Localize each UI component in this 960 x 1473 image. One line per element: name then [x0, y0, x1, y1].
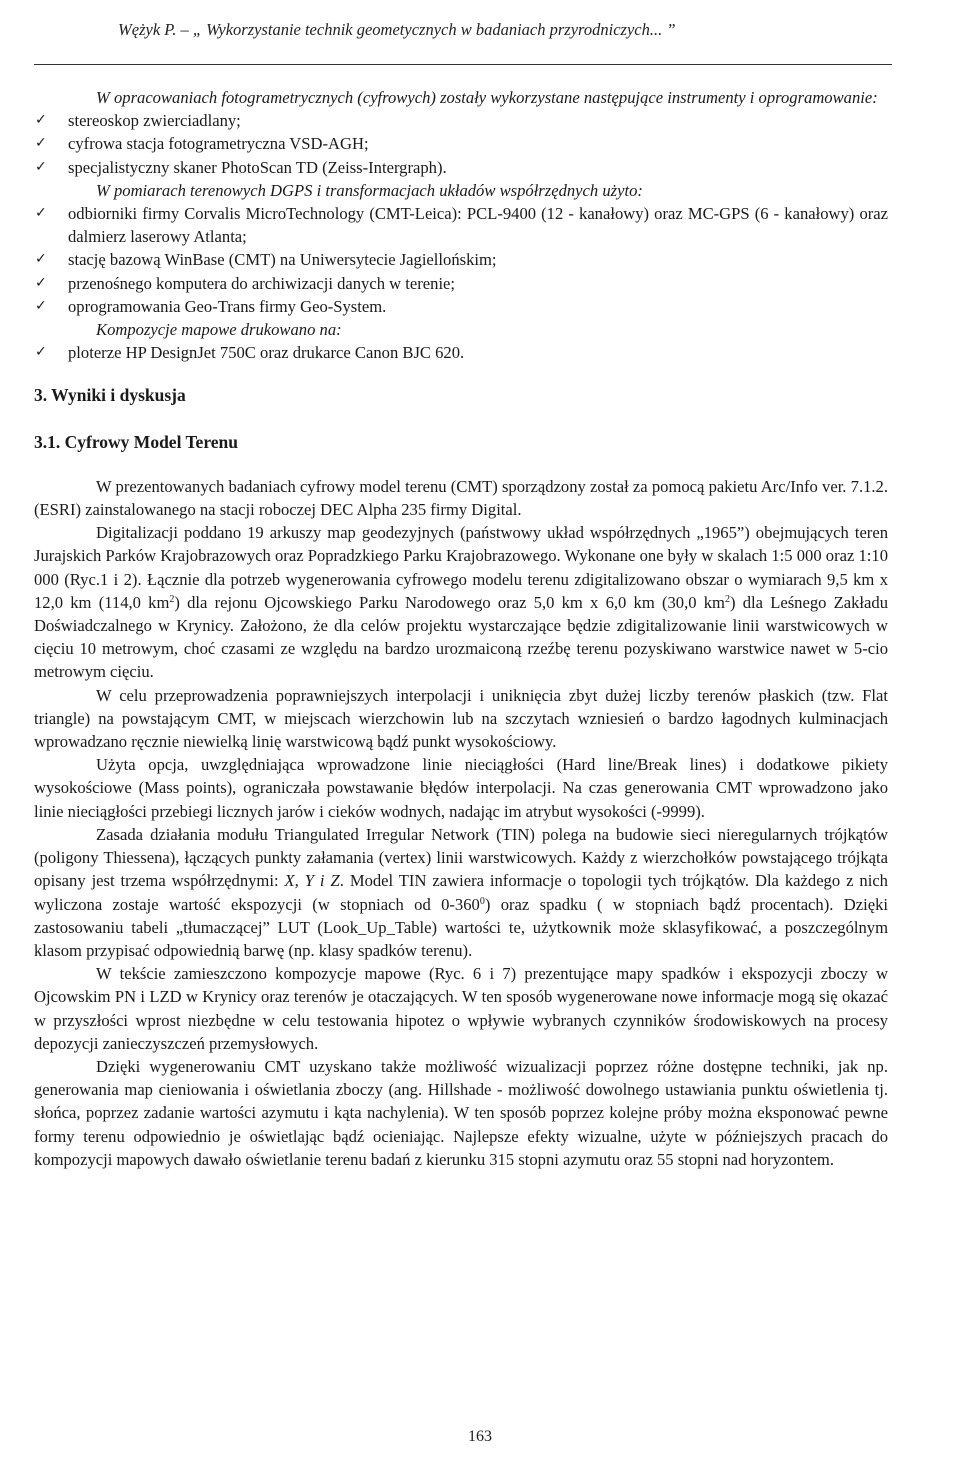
running-header: Wężyk P. – „ Wykorzystanie technik geometycznych w badaniach przyrodniczych... ” [118, 20, 676, 39]
list-item: ✓ ploterze HP DesignJet 750C oraz drukarce Canon BJC 620. [34, 341, 888, 364]
list-item: ✓ specjalistyczny skaner PhotoScan TD (Zeiss-Intergraph). [34, 156, 888, 179]
paragraph: Użyta opcja, uwzględniająca wprowadzone linie nieciągłości (Hard line/Break lines) i dodatkowe pikiety wysokościowe (Mass points), ograniczała powstawanie błędów interpolacji. Na czas generowania CMT wprowadzono jako linie nieciągłości przebiegi licznych jarów i cieków wodnych, nadając im atrybut wysokości (-9999). [34, 755, 888, 821]
paragraph: Zasada działania modułu Triangulated Irregular Network (TIN) polega na budowie sieci nieregularnych trójkątów (poligony Thiessena), łączących punkty załamania (vertex) linii warstwicowych. Każdy z wierzchołków powstającego trójkąta opisany jest trzema współrzędnymi: X, Y i Z. Model TIN zawiera informacje o topologii tych trójkątów. Dla każdego z nich wyliczona zostaje wartość ekspozycji (w stopniach od $0-360^0$) oraz spadku ( w stopniach bądź procentach). Dzięki zastosowaniu tabeli „tłumaczącej” LUT (Look_Up_Table) wartości te, użytkownik może sklasyfikować, a poszczególnym klasom przypisać odpowiednią barwę (np. klasy spadków terenu). [34, 824, 888, 960]
check-mark-icon: ✓ [35, 135, 47, 152]
subsection-heading: 3.1. Cyfrowy Model Terenu [34, 431, 239, 452]
check-mark-icon: ✓ [35, 297, 47, 314]
paragraph: Dzięki wygenerowaniu CMT uzyskano także możliwość wizualizacji poprzez różne dostępne techniki, jak np. generowania map cieniowania i oświetlania zboczy (ang. Hillshade - możliwość dowolnego ustawiania punktu oświetlenia tj. słońca, poprzez zadanie wartości azymutu i kąta nachylenia). W ten sposób poprzez kolejne próby można eksponować pewne formy terenu odpowiednio je oświetlając bądź ocieniając. Najlepsze efekty wizualne, użyte w późniejszych pracach do kompozycji mapowych dawało oświetlanie terenu badań z kierunku 315 stopni azymutu oraz 55 stopni nad horyzontem. [34, 1056, 888, 1169]
list-item: ✓ przenośnego komputera do archiwizacji danych w terenie; [34, 272, 888, 295]
check-mark-icon: ✓ [35, 274, 47, 291]
check-mark-icon: ✓ [35, 251, 47, 268]
paragraph: W tekście zamieszczono kompozycje mapowe (Ryc. 6 i 7) prezentujące mapy spadków i ekspozycji zboczy w Ojcowskim PN i LZD w Krynicy oraz terenów je otaczających. W ten sposób wygenerowane nowe informacje mogą się okazać w przyszłości wprost niezbędne w celu testowania hipotez o wpływie wybranych czynników środowiskowych na procesy depozycji zanieczyszczeń przemysłowych. [34, 964, 888, 1053]
dgps-intro: W pomiarach terenowych DGPS i transformacjach układów współrzędnych użyto: [96, 180, 643, 200]
print-intro: Kompozycje mapowe drukowano na: [96, 320, 342, 340]
page-body [34, 86, 888, 1171]
check-mark-icon: ✓ [35, 205, 47, 222]
paragraph: W prezentowanych badaniach cyfrowy model terenu (CMT) sporządzony został za pomocą pakietu Arc/Info ver. 7.1.2. (ESRI) zainstalowanego na stacji roboczej DEC Alpha 235 firmy Digital. [34, 476, 888, 520]
section-heading: 3. Wyniki i dyskusja [34, 385, 186, 406]
list-item: ✓ odbiorniki firmy Corvalis MicroTechnology (CMT-Leica): PCL-9400 (12 - kanałowy) oraz MC-GPS (6 - kanałowy) oraz dalmierz laserowy Atlanta; [35, 204, 888, 247]
header-divider [34, 64, 892, 65]
paragraph: Digitalizacji poddano 19 arkuszy map geodezyjnych (państwowy układ współrzędnych „1965”) obejmujących teren Jurajskich Parków Krajobrazowych oraz Popradzkiego Parku Krajobrazowego. Wykonane one były w skalach 1:5 000 oraz 1:10 000 (Ryc.1 i 2). Łącznie dla potrzeb wygenerowania cyfrowego modelu terenu zdigitalizowano obszar o wymiarach 9,5 km x 12,0 km (114,0 $km^2$) dla rejonu Ojcowskiego Parku Narodowego oraz 5,0 km x 6,0 km (30,0 $km^2$) dla Leśnego Zakładu Doświadczalnego w Krynicy. Założono, że dla celów projektu wystarczające będzie zdigitalizowanie linii warstwicowych w cięciu 10 metrowym, choć czasami ze względu na bardzo urozmaiconą rzeźbę terenu pozyskiwano warstwice nawet w 5-cio metrowym cięciu. [34, 523, 889, 682]
list-item: ✓ oprogramowania Geo-Trans firmy Geo-System. [34, 295, 888, 318]
tools-intro: W opracowaniach fotogrametrycznych (cyfrowych) zostały wykorzystane następujące instrumenty i oprogramowanie: [96, 88, 878, 107]
list-item: ✓ stereoskop zwierciadlany; [34, 109, 888, 132]
list-item: ✓ stację bazową WinBase (CMT) na Uniwersytecie Jagiellońskim; [34, 248, 888, 271]
check-mark-icon: ✓ [35, 344, 47, 361]
check-mark-icon: ✓ [35, 158, 47, 175]
list-item: ✓ cyfrowa stacja fotogrametryczna VSD-AGH; [34, 132, 888, 155]
check-mark-icon: ✓ [35, 112, 47, 129]
paragraph: W celu przeprowadzenia poprawniejszych interpolacji i uniknięcia zbyt dużej liczby terenów płaskich (tzw. Flat triangle) na powstającym CMT, w miejscach wierzchowin lub na szczytach wzniesień o bardzo łagodnych kulminacjach wprowadzano ręcznie niewielką linię warstwicową bądź punkt wysokościowy. [34, 685, 888, 752]
page-number: 163 [468, 1428, 492, 1445]
